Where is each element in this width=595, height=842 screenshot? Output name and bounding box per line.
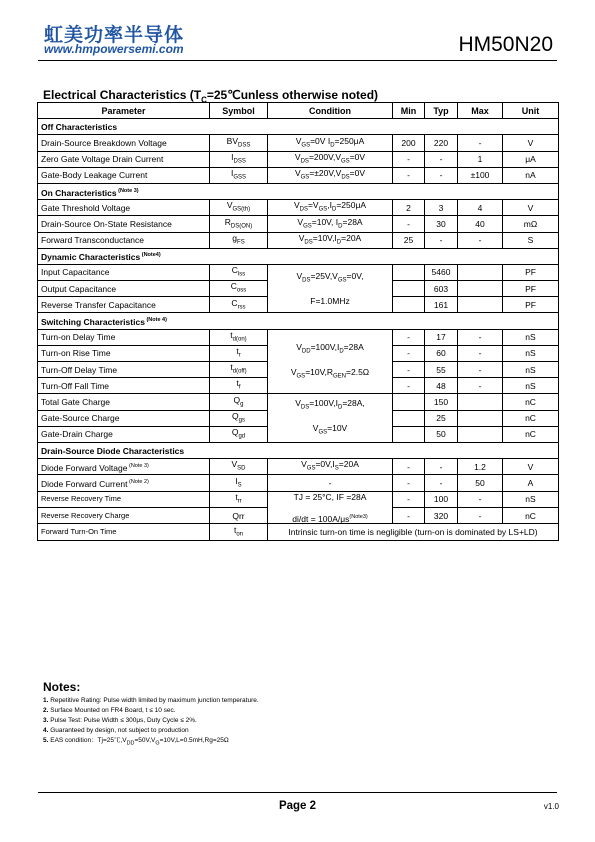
column-header: Symbol xyxy=(210,103,268,119)
note-item: 2. Surface Mounted on FR4 Board, t ≤ 10 sec. xyxy=(43,707,176,714)
row-rdson: Drain-Source On-State Resistance $R_{DS(ON)}$ $V_{GS}=10V$, $I_D=28A$ - 30 40 mΩ xyxy=(38,216,559,232)
group-switching xyxy=(38,313,559,329)
note-item: 1. Repetitive Rating: Pulse width limited by maximum junction temperature. xyxy=(43,697,259,704)
group-diode xyxy=(38,442,559,458)
group-title: Off Characteristics xyxy=(38,119,559,135)
notes-title: Notes: xyxy=(43,680,81,694)
row-qg: Total Gate Charge $Q_g$ $V_{DS}=100V,I_D=28A$, $V_{GS}=10V$ 150 nC xyxy=(38,394,559,410)
note-item: 4. Guaranteed by design, not subject to production xyxy=(43,727,189,734)
note-item: 5. EAS condition：$Tj=25℃,V_{DD}=50V,V_G=10V,L=0.5mH,Rg=25\Omega$ xyxy=(43,737,229,747)
row-bvdss: Drain-Source Breakdown Voltage $BV_{DSS}$ $V_{GS}=0V$ $I_D=250\mu A$ 200 220 - V xyxy=(38,135,559,151)
group-title: Switching Characteristics $^{(Note 4)}$ xyxy=(38,313,559,329)
note-item: 3. Pulse Test: Pulse Width ≤ 300μs, Duty Cycle ≤ 2%. xyxy=(43,717,197,724)
page-number: Page 2 xyxy=(278,800,317,812)
section-title: Electrical Characteristics ($T_C=25℃unless$ otherwise noted) xyxy=(43,88,379,105)
row-vsd: Diode Forward Voltage $^{(Note 3)}$ $V_{SD}$ $V_{GS}=0V,I_S=20A$ - - 1.2 V xyxy=(38,459,559,475)
row-qrr: Reverse Recovery Charge Qrr - 320 - nC xyxy=(38,507,559,523)
row-coss: Output Capacitance $C_{oss}$ 603 PF xyxy=(38,281,559,297)
row-igss: Gate-Body Leakage Current $I_{GSS}$ $V_{GS}=\pm 20V,V_{DS}=0V$ - - ±100 nA xyxy=(38,167,559,183)
row-ciss: Input Capacitance $C_{lss}$ $V_{DS}=25V,V_{GS}=0V$, F=1.0MHz 5460 PF xyxy=(38,264,559,280)
row-is: Diode Forward Current $^{(Note 2)}$ $I_S$ - - - 50 A xyxy=(38,475,559,491)
row-crss: Reverse Transfer Capacitance $C_{rss}$ 161 PF xyxy=(38,297,559,313)
row-qgs: Gate-Source Charge $Q_{gs}$ 25 nC xyxy=(38,410,559,426)
group-dynamic xyxy=(38,248,559,264)
column-header: Unit xyxy=(503,103,559,119)
row-gfs: Forward Transconductance $g_{FS}$ $V_{DS}=10V,I_D=20A$ 25 - - S xyxy=(38,232,559,248)
column-header: Condition xyxy=(268,103,393,119)
row-trr: Reverse Recovery Time $t_{rr}$ TJ = 25°C, IF =28A $di/dt = 100A/\mu s^{(Note3)}$ - 100 - nS xyxy=(38,491,559,507)
row-qgd: Gate-Drain Charge $Q_{gd}$ 50 nC xyxy=(38,426,559,442)
group-title: On Characteristics $^{(Note 3)}$ xyxy=(38,183,559,199)
company-website: www.hmpowersemi.com xyxy=(44,42,184,56)
column-header: Parameter xyxy=(38,103,210,119)
column-header: Min xyxy=(393,103,425,119)
notes-list xyxy=(43,696,259,748)
column-header: Max xyxy=(458,103,503,119)
group-title: Dynamic Characteristics $^{(Note4)}$ xyxy=(38,248,559,264)
row-ton: Forward Turn-On Time $t_{on}$ Intrinsic turn-on time is negligible (turn-on is dominated by LS+LD) xyxy=(38,524,559,540)
row-tdoff: Turn-Off Delay Time $t_{d(off)}$ - 55 - nS xyxy=(38,362,559,378)
row-idss: Zero Gate Voltage Drain Current $I_{DSS}$ $V_{DS}=200V,V_{GS}=0V$ - - 1 μA xyxy=(38,151,559,167)
company-logo-cn: 虹美功率半导体 xyxy=(44,24,185,46)
part-number: HM50N20 xyxy=(458,33,553,56)
table-header xyxy=(38,103,559,119)
footer-divider xyxy=(38,792,557,793)
electrical-characteristics-table xyxy=(37,102,559,541)
row-tdon: Turn-on Delay Time $t_{d(on)}$ $V_{DD}=100V,I_D=28A$ $V_{GS}=10V,R_{GEN}=2.5\Omega$ - 17 - nS xyxy=(38,329,559,345)
row-tf: Turn-Off Fall Time $t_f$ - 48 - nS xyxy=(38,378,559,394)
header-divider xyxy=(38,60,557,61)
group-off xyxy=(38,119,559,135)
row-tr: Turn-on Rise Time $t_r$ - 60 - nS xyxy=(38,345,559,361)
group-title: Drain-Source Diode Characteristics xyxy=(38,442,559,458)
group-on xyxy=(38,183,559,199)
version-label: v1.0 xyxy=(543,802,559,811)
column-header: Typ xyxy=(425,103,458,119)
row-vgsth: Gate Threshold Voltage $V_{GS(th)}$ $V_{DS}=V_{GS},I_D=250\mu A$ 2 3 4 V xyxy=(38,200,559,216)
